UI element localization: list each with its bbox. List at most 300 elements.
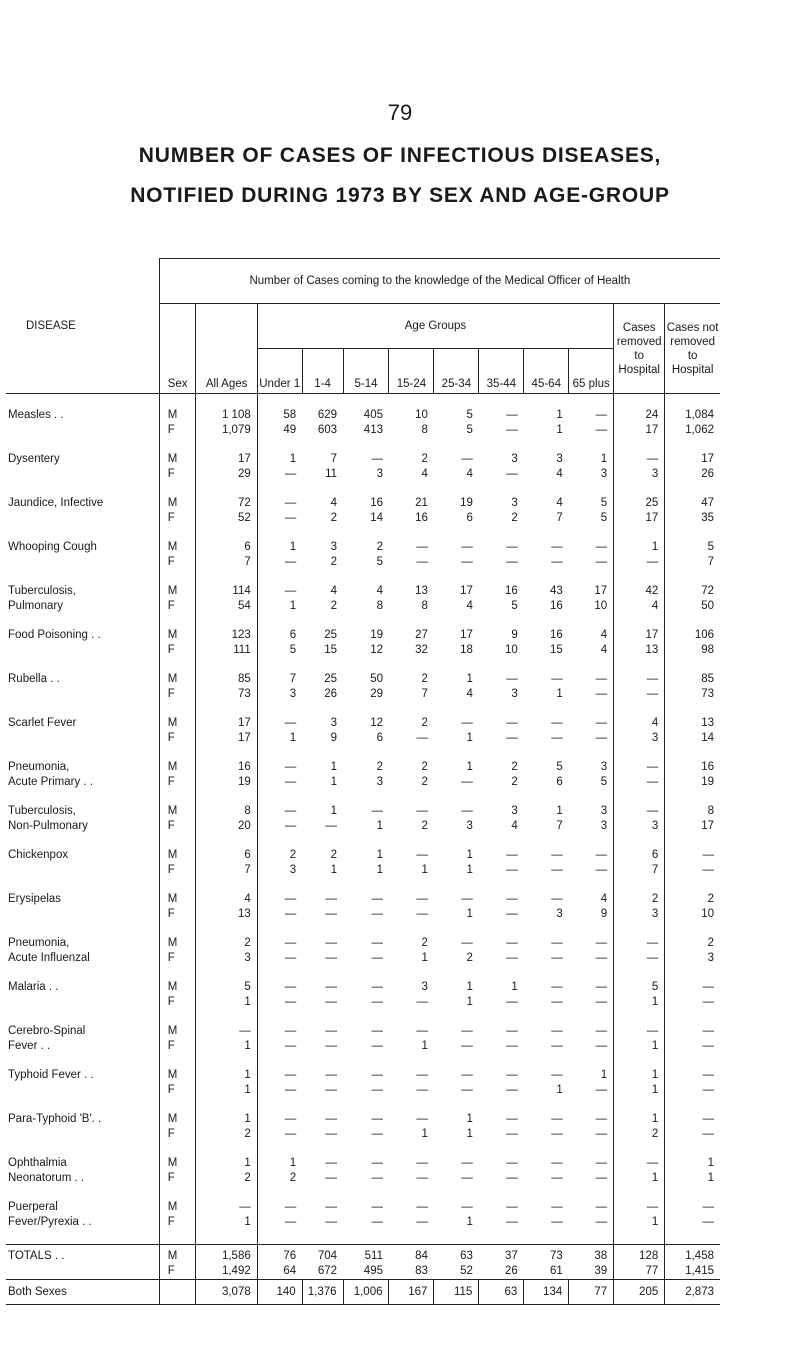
value-cell: — <box>416 1069 428 1081</box>
disease-header: DISEASE <box>6 259 159 394</box>
value-cell: — <box>325 1113 338 1125</box>
value-cell: — <box>371 1128 383 1140</box>
value-cell: 17 <box>196 716 257 731</box>
value-cell: 3 <box>196 951 257 966</box>
value-cell: 1 <box>257 731 302 746</box>
value-cell: 16 <box>505 585 518 597</box>
value-cell: 4 <box>466 688 473 700</box>
value-cell: — <box>506 864 518 876</box>
value-cell: 5 <box>665 540 720 555</box>
value-cell: — <box>665 1083 720 1098</box>
value-cell: 2,873 <box>665 1280 720 1305</box>
disease-label: Malaria . . <box>8 981 59 993</box>
sex-cell: F <box>159 731 196 746</box>
disease-label: Non-Pulmonary <box>8 820 88 832</box>
value-cell: — <box>325 952 338 964</box>
value-cell: 123 <box>196 628 257 643</box>
table-row <box>6 731 720 746</box>
value-cell: — <box>551 1216 563 1228</box>
value-cell: — <box>551 996 563 1008</box>
value-cell: — <box>416 805 428 817</box>
value-cell: — <box>325 1216 338 1228</box>
value-cell: 63 <box>434 1245 479 1265</box>
value-cell: 7 <box>614 863 665 878</box>
value-cell: — <box>595 1157 608 1169</box>
value-cell: — <box>551 673 563 685</box>
value-cell: — <box>595 556 608 568</box>
sex-cell: F <box>159 995 196 1010</box>
value-cell: 1 <box>466 673 473 685</box>
age-group-header: 25-34 <box>434 349 479 394</box>
value-cell: — <box>506 893 518 905</box>
spacer-row <box>6 526 720 540</box>
value-cell: 511 <box>343 1245 389 1265</box>
value-cell: 35 <box>665 511 720 526</box>
value-cell: 167 <box>389 1280 434 1305</box>
value-cell: 2 <box>665 936 720 951</box>
value-cell: — <box>506 673 518 685</box>
table-row <box>6 687 720 702</box>
disease-label <box>6 423 159 438</box>
banner-header: Number of Cases coming to the knowledge of the Medical Officer of Health <box>159 259 720 304</box>
spacer-row <box>6 1142 720 1156</box>
table-row <box>6 599 720 614</box>
value-cell: 4 <box>600 893 608 905</box>
value-cell: — <box>461 776 473 788</box>
value-cell: 5 <box>511 600 518 612</box>
value-cell: 5 <box>196 980 257 995</box>
value-cell: — <box>325 1025 338 1037</box>
value-cell: 1 <box>257 599 302 614</box>
value-cell: — <box>416 849 428 861</box>
value-cell: 6 <box>614 848 665 863</box>
value-cell: 32 <box>415 644 428 656</box>
value-cell: 1 <box>196 1068 257 1083</box>
value-cell: — <box>551 1113 563 1125</box>
table-row <box>6 863 720 878</box>
value-cell: 10 <box>594 600 608 612</box>
value-cell: — <box>257 907 302 922</box>
sex-cell: M <box>159 672 196 687</box>
value-cell: — <box>665 1068 720 1083</box>
value-cell: — <box>371 937 383 949</box>
value-cell: — <box>551 717 563 729</box>
value-cell: — <box>196 1200 257 1215</box>
not-removed-header: Cases not removed to Hospital <box>665 304 720 394</box>
value-cell: — <box>461 1025 473 1037</box>
table-row <box>6 496 720 511</box>
value-cell: 17 <box>614 628 665 643</box>
value-cell: — <box>257 1083 302 1098</box>
table-row <box>6 511 720 526</box>
value-cell: — <box>665 1127 720 1142</box>
value-cell: — <box>551 952 563 964</box>
disease-label: Cerebro-Spinal <box>8 1025 86 1037</box>
value-cell: 1 <box>614 1068 665 1083</box>
value-cell: 2 <box>421 820 428 832</box>
value-cell: 4 <box>330 497 338 509</box>
page-subtitle: NOTIFIED DURING 1973 BY SEX AND AGE-GROUP <box>130 184 670 207</box>
value-cell: 1 <box>421 864 428 876</box>
value-cell: 3 <box>511 497 518 509</box>
sex-cell: F <box>159 423 196 438</box>
value-cell: 2 <box>421 761 428 773</box>
value-cell: — <box>196 1024 257 1039</box>
value-cell: 7 <box>330 453 338 465</box>
value-cell: 5 <box>466 424 473 436</box>
value-cell: — <box>325 1128 338 1140</box>
value-cell: — <box>416 1113 428 1125</box>
spacer-row <box>6 922 720 936</box>
value-cell: — <box>506 952 518 964</box>
value-cell: 1 <box>196 1039 257 1054</box>
value-cell: 76 <box>257 1245 302 1265</box>
value-cell: 3 <box>330 717 338 729</box>
all-ages-header: All Ages <box>196 304 257 394</box>
value-cell: — <box>595 1128 608 1140</box>
value-cell: 2 <box>257 1171 302 1186</box>
value-cell: — <box>416 996 428 1008</box>
value-cell: 73 <box>665 687 720 702</box>
value-cell: 14 <box>665 731 720 746</box>
value-cell: — <box>665 1112 720 1127</box>
value-cell: 4 <box>196 892 257 907</box>
disease-label <box>6 467 159 482</box>
value-cell: 1 <box>257 452 302 467</box>
disease-label: Tuberculosis, <box>8 805 76 817</box>
disease-label: Acute Influenzal <box>8 952 90 964</box>
value-cell: 1 <box>196 995 257 1010</box>
sex-cell: F <box>159 555 196 570</box>
value-cell: — <box>595 996 608 1008</box>
value-cell: — <box>257 1127 302 1142</box>
value-cell: 4 <box>511 820 518 832</box>
value-cell: — <box>257 980 302 995</box>
table-row <box>6 1264 720 1280</box>
table-row <box>6 775 720 790</box>
value-cell: — <box>614 1200 665 1215</box>
value-cell: — <box>257 804 302 819</box>
value-cell: — <box>595 1084 608 1096</box>
value-cell: 1 <box>257 1156 302 1171</box>
value-cell: — <box>551 1025 563 1037</box>
sex-cell: F <box>159 643 196 658</box>
value-cell: — <box>551 1157 563 1169</box>
value-cell: 6 <box>196 540 257 555</box>
value-cell: — <box>416 556 428 568</box>
sex-cell: M <box>159 848 196 863</box>
spacer-row <box>6 1010 720 1024</box>
value-cell: — <box>461 556 473 568</box>
value-cell: — <box>506 1069 518 1081</box>
sex-cell: F <box>159 599 196 614</box>
page-title: NUMBER OF CASES OF INFECTIOUS DISEASES, <box>138 144 662 167</box>
spacer-row <box>6 394 720 409</box>
disease-label: Measles . . <box>8 409 64 421</box>
value-cell: — <box>551 1201 563 1213</box>
value-cell: 77 <box>569 1280 614 1305</box>
value-cell: 3 <box>511 805 518 817</box>
value-cell: 2 <box>511 776 518 788</box>
value-cell: — <box>371 1201 383 1213</box>
value-cell: 2 <box>196 936 257 951</box>
value-cell: 52 <box>196 511 257 526</box>
value-cell: — <box>325 893 338 905</box>
age-group-header: 1-4 <box>302 349 343 394</box>
value-cell: — <box>506 908 518 920</box>
disease-label: Food Poisoning . . <box>8 629 101 641</box>
value-cell: 2 <box>196 1127 257 1142</box>
value-cell: 1 <box>614 540 665 555</box>
value-cell: — <box>506 468 518 480</box>
value-cell: — <box>506 1040 518 1052</box>
value-cell: — <box>614 775 665 790</box>
value-cell: 1 <box>511 981 518 993</box>
value-cell: — <box>325 820 338 832</box>
value-cell: — <box>325 996 338 1008</box>
value-cell: 14 <box>370 512 383 524</box>
value-cell: 2 <box>614 892 665 907</box>
sex-cell: F <box>159 1171 196 1186</box>
value-cell: 43 <box>549 585 563 597</box>
table-row <box>6 555 720 570</box>
value-cell: 1 <box>466 908 473 920</box>
sex-cell: F <box>159 1215 196 1230</box>
table-row <box>6 408 720 423</box>
value-cell: 2 <box>614 1127 665 1142</box>
value-cell: 2 <box>330 600 338 612</box>
spacer-row <box>6 482 720 496</box>
value-cell: 50 <box>665 599 720 614</box>
value-cell: 17 <box>614 511 665 526</box>
table-row <box>6 1112 720 1127</box>
value-cell: — <box>595 717 608 729</box>
value-cell: 1 <box>421 1128 428 1140</box>
value-cell: 1 <box>466 981 473 993</box>
value-cell: 2 <box>376 541 383 553</box>
value-cell: 16 <box>665 760 720 775</box>
value-cell: 13 <box>614 643 665 658</box>
value-cell: 15 <box>549 644 563 656</box>
spacer-row <box>6 966 720 980</box>
value-cell: 17 <box>665 819 720 834</box>
value-cell: 106 <box>665 628 720 643</box>
value-cell: — <box>595 424 608 436</box>
value-cell: — <box>257 1039 302 1054</box>
disease-label <box>6 995 159 1010</box>
value-cell: — <box>595 981 608 993</box>
value-cell: 5 <box>600 497 608 509</box>
value-cell: 19 <box>460 497 473 509</box>
value-cell: 128 <box>614 1245 665 1265</box>
value-cell: 140 <box>257 1280 302 1305</box>
value-cell: — <box>614 452 665 467</box>
value-cell: 7 <box>196 555 257 570</box>
value-cell: — <box>665 1039 720 1054</box>
value-cell: — <box>416 1025 428 1037</box>
value-cell: 7 <box>556 820 563 832</box>
value-cell: — <box>506 556 518 568</box>
value-cell: 16 <box>549 629 563 641</box>
disease-label: Ophthalmia <box>8 1157 67 1169</box>
sex-header: Sex <box>159 304 196 394</box>
table-row <box>6 951 720 966</box>
value-cell: 17 <box>594 585 608 597</box>
value-cell: 39 <box>594 1265 608 1277</box>
value-cell: 37 <box>479 1245 524 1265</box>
value-cell: 20 <box>196 819 257 834</box>
value-cell: 1 <box>466 1216 473 1228</box>
value-cell: 4 <box>614 599 665 614</box>
value-cell: 115 <box>434 1280 479 1305</box>
value-cell: — <box>371 1157 383 1169</box>
value-cell: 3 <box>376 776 383 788</box>
value-cell: — <box>595 937 608 949</box>
value-cell: — <box>325 1069 338 1081</box>
value-cell: — <box>595 541 608 553</box>
value-cell: — <box>257 936 302 951</box>
value-cell: — <box>461 717 473 729</box>
table-row <box>6 1200 720 1215</box>
value-cell: — <box>257 716 302 731</box>
removed-header: Cases removed to Hospital <box>614 304 665 394</box>
value-cell: 13 <box>415 585 428 597</box>
table-row <box>6 1024 720 1039</box>
value-cell: 7 <box>556 512 563 524</box>
value-cell: 1 <box>556 409 563 421</box>
value-cell: 83 <box>415 1265 428 1277</box>
value-cell: — <box>325 1084 338 1096</box>
value-cell: 85 <box>665 672 720 687</box>
value-cell: — <box>461 1157 473 1169</box>
value-cell: 3 <box>614 907 665 922</box>
age-group-header: 15-24 <box>389 349 434 394</box>
value-cell: 4 <box>466 468 473 480</box>
value-cell: 25 <box>324 629 338 641</box>
value-cell: 19 <box>665 775 720 790</box>
value-cell: 3 <box>511 453 518 465</box>
value-cell: 2 <box>330 512 338 524</box>
value-cell: 4 <box>556 468 563 480</box>
value-cell: 26 <box>324 688 338 700</box>
value-cell: 9 <box>600 908 608 920</box>
table-row <box>6 1245 720 1265</box>
value-cell: 8 <box>196 804 257 819</box>
value-cell: 114 <box>196 584 257 599</box>
value-cell: — <box>461 1040 473 1052</box>
value-cell: — <box>461 541 473 553</box>
disease-label: Dysentery <box>8 453 60 465</box>
disease-label: Fever/Pyrexia . . <box>8 1216 92 1228</box>
value-cell: 72 <box>196 496 257 511</box>
value-cell: — <box>595 1216 608 1228</box>
value-cell: — <box>595 849 608 861</box>
value-cell: 2 <box>330 849 338 861</box>
sex-cell: M <box>159 408 196 423</box>
value-cell: 3 <box>466 820 473 832</box>
value-cell: 1,079 <box>196 423 257 438</box>
value-cell: — <box>595 864 608 876</box>
value-cell: — <box>595 1113 608 1125</box>
table-row <box>6 848 720 863</box>
disease-label: Scarlet Fever <box>8 717 77 729</box>
value-cell: 85 <box>196 672 257 687</box>
disease-label <box>6 555 159 570</box>
value-cell: — <box>551 1128 563 1140</box>
value-cell: — <box>506 1084 518 1096</box>
table-row <box>6 936 720 951</box>
table-row <box>6 760 720 775</box>
value-cell: — <box>551 849 563 861</box>
infectious-diseases-table <box>6 258 720 1305</box>
disease-label: TOTALS . . <box>6 1245 159 1265</box>
disease-label: Acute Primary . . <box>8 776 93 788</box>
value-cell: 1,084 <box>665 408 720 423</box>
table-row <box>6 672 720 687</box>
value-cell: 2 <box>376 761 383 773</box>
value-cell: 1 <box>330 776 338 788</box>
value-cell: — <box>257 995 302 1010</box>
value-cell: 8 <box>421 424 428 436</box>
disease-label <box>6 863 159 878</box>
value-cell: 7 <box>196 863 257 878</box>
value-cell: 3 <box>556 908 563 920</box>
value-cell: — <box>416 1157 428 1169</box>
value-cell: — <box>506 1128 518 1140</box>
value-cell: 5 <box>556 761 563 773</box>
value-cell: — <box>461 1069 473 1081</box>
value-cell: 1 <box>556 424 563 436</box>
value-cell: 61 <box>549 1265 563 1277</box>
value-cell: — <box>551 1069 563 1081</box>
table-row <box>6 1127 720 1142</box>
value-cell: 24 <box>614 408 665 423</box>
value-cell: 16 <box>549 600 563 612</box>
value-cell: 495 <box>363 1265 383 1277</box>
value-cell: 5 <box>614 980 665 995</box>
value-cell: 16 <box>370 497 383 509</box>
value-cell: — <box>371 1084 383 1096</box>
value-cell: 18 <box>460 644 473 656</box>
value-cell: — <box>257 1068 302 1083</box>
table-row <box>6 1068 720 1083</box>
sex-cell: M <box>159 1245 196 1265</box>
value-cell: — <box>371 1172 383 1184</box>
value-cell: 10 <box>505 644 518 656</box>
value-cell: — <box>325 981 338 993</box>
value-cell: — <box>551 864 563 876</box>
value-cell: 7 <box>665 555 720 570</box>
value-cell: 134 <box>524 1280 569 1305</box>
value-cell: — <box>595 409 608 421</box>
disease-label: Typhoid Fever . . <box>8 1069 94 1081</box>
value-cell: — <box>416 1216 428 1228</box>
sex-cell <box>159 1280 196 1305</box>
value-cell: 1 <box>196 1112 257 1127</box>
value-cell: 5 <box>600 776 608 788</box>
value-cell: 9 <box>511 629 518 641</box>
value-cell: — <box>506 717 518 729</box>
value-cell: 1 <box>330 864 338 876</box>
value-cell: 10 <box>665 907 720 922</box>
value-cell: — <box>506 732 518 744</box>
table-row <box>6 584 720 599</box>
value-cell: 73 <box>196 687 257 702</box>
value-cell: — <box>371 996 383 1008</box>
disease-label: Rubella . . <box>8 673 60 685</box>
disease-label <box>6 511 159 526</box>
value-cell: 629 <box>317 409 338 421</box>
